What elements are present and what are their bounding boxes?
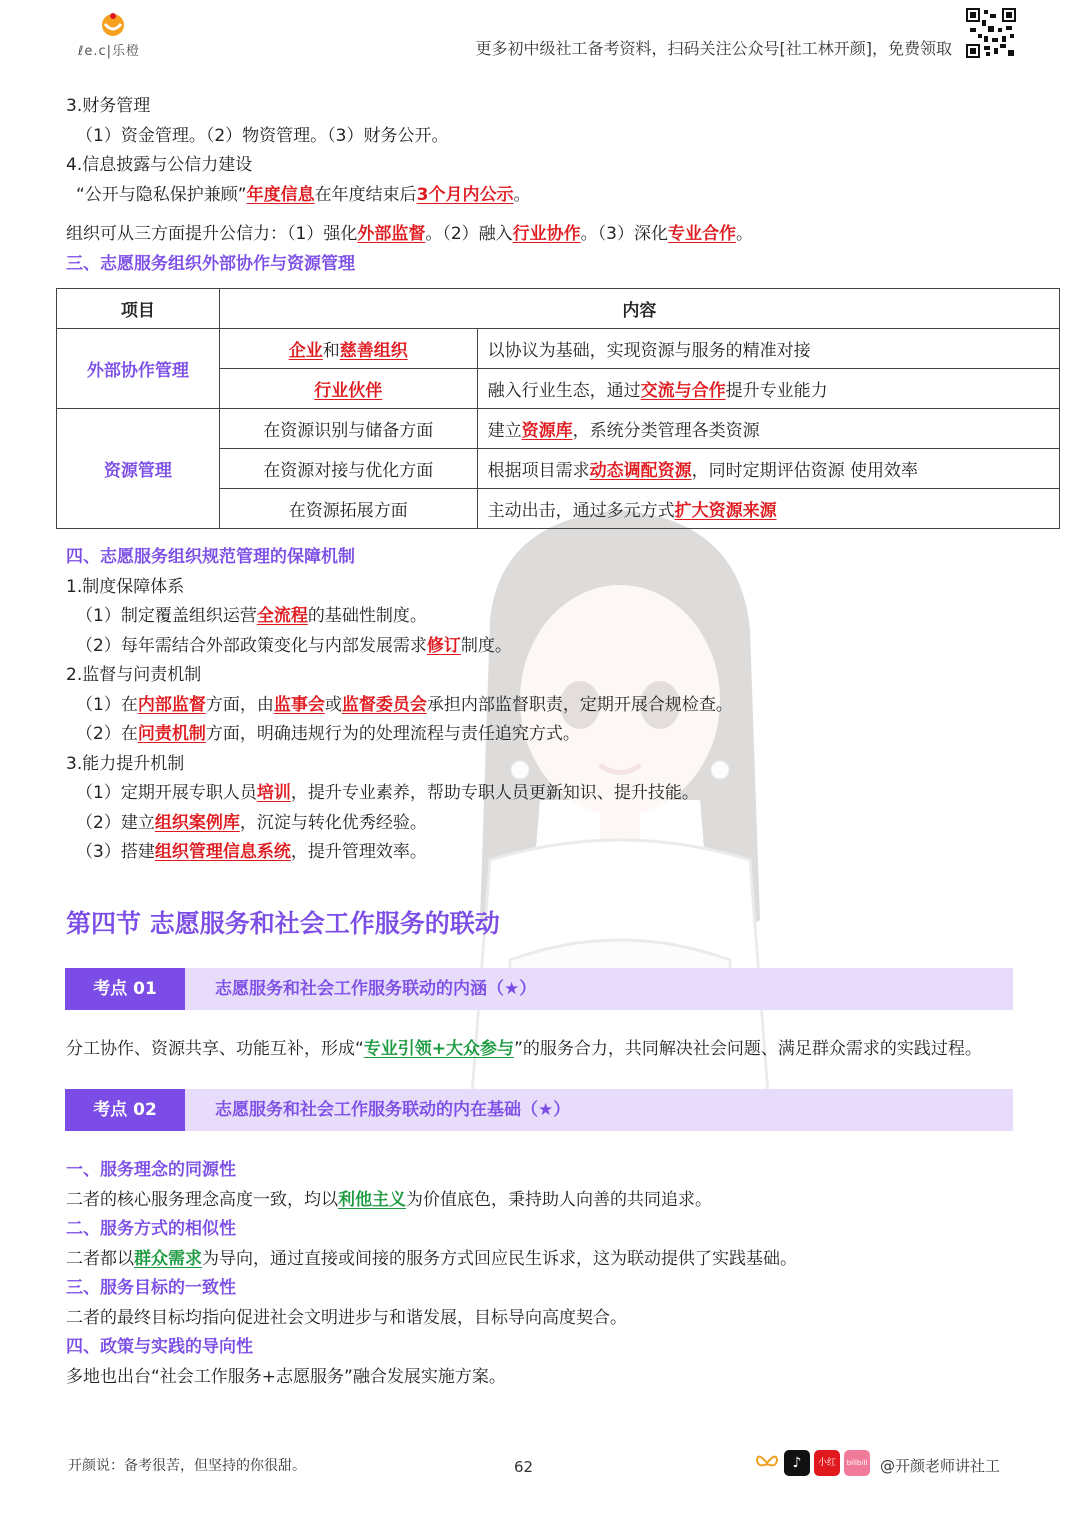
paragraph [66,1186,1026,1216]
section-heading-4: 四、志愿服务组织规范管理的保障机制 [66,547,355,567]
highlight-red: 年度信息 [246,184,315,205]
text-span: （3）搭建 [76,842,155,862]
paragraph [66,1245,1026,1275]
subheading: 1.制度保障体系 [66,576,185,597]
highlight-red: 资源库 [521,421,573,441]
text-span: 方面，明确违规行为的处理流程与责任追究方式。 [205,724,580,744]
text-span: 。（3）深化 [580,224,668,244]
text-span: 为导向，通过直接或间接的服务方式回应民生诉求，这为联动提供了实践基础。 [202,1248,797,1269]
subsection-heading: 二、服务方式的相似性 [66,1219,236,1239]
text-span: ，系统分类管理各类资源 [572,421,760,441]
text-span: （1）在 [76,694,138,715]
key-point-tag: 考点 01 [65,968,185,1010]
highlight-red: 行业协作 [512,224,581,244]
finance-items: （1）资金管理。（2）物资管理。（3）财务公开。 [76,125,449,146]
text-span: 在年度结束后 [314,184,417,205]
text-span: ，同时定期评估资源 使用效率 [691,461,918,481]
text-span: 提升专业能力 [725,381,828,401]
table-cell: 在资源识别与储备方面 [219,409,477,449]
text-span: （1）制定覆盖组织运营 [76,606,257,626]
table-header-item: 项目 [57,289,220,329]
list-item [66,720,1026,750]
highlight-green: 专业引领+大众参与 [363,1039,515,1059]
highlight-red: 慈善组织 [339,341,408,361]
butterfly-icon[interactable] [754,1450,780,1476]
text-span: （1）定期开展专职人员 [76,783,257,803]
section-heading-3: 三、志愿服务组织外部协作与资源管理 [66,253,355,274]
page-header [0,0,1080,70]
text-span: （2）建立 [76,812,155,833]
subheading: 3.能力提升机制 [66,753,185,774]
text-span: 的基础性制度。 [307,606,427,626]
highlight-green: 利他主义 [338,1189,406,1210]
text-span: （2）在 [76,724,138,744]
text-span: 为价值底色，秉持助人向善的共同追求。 [406,1189,712,1210]
text-span: 。 [513,184,531,205]
logo-icon [98,12,128,38]
text-span: 二者的核心服务理念高度一致，均以 [66,1189,338,1210]
text-span: 组织可从三方面提升公信力：（1）强化 [66,224,358,244]
highlight-red: 培训 [256,783,291,803]
footer-slogan: 开颜说：备考很苦，但坚持的你很甜。 [68,1458,306,1474]
subheading: 2.监督与问责机制 [66,665,202,685]
key-point-tag: 考点 02 [65,1089,185,1131]
text-span: 或 [324,694,342,715]
footer-handle: @开颜老师讲社工 [880,1457,1001,1475]
highlight-red: 行业伙伴 [314,381,383,401]
subsection-heading: 四、政策与实践的导向性 [66,1337,253,1357]
key-point-title: 志愿服务和社会工作服务联动的内在基础（★） [215,1100,571,1120]
list-item [66,809,1026,839]
highlight-red: 企业 [288,341,323,361]
subsection-heading: 一、服务理念的同源性 [66,1160,236,1180]
key-point-02-body [66,1156,1026,1392]
table-row [57,409,1060,449]
list-item [66,838,1026,868]
highlight-red: 组织案例库 [154,812,240,833]
table-cell: 在资源对接与优化方面 [219,449,477,489]
heading-disclosure: 4.信息披露与公信力建设 [66,155,253,175]
highlight-red: 专业合作 [667,224,736,244]
table-header-content: 内容 [219,289,1059,329]
mid-text-block [66,543,1026,868]
list-item [66,779,1026,809]
text-span: 方面，由 [205,694,274,715]
table-cell: 以协议为基础，实现资源与服务的精准对接 [477,329,1059,369]
highlight-red: 问责机制 [137,724,206,744]
text-span: 主动出击，通过多元方式 [487,501,675,521]
table-cell [477,449,1059,489]
table-header-row [57,289,1060,329]
paragraph: 二者的最终目标均指向促进社会文明进步与和谐发展，目标导向高度契合。 [66,1307,627,1328]
text-span: 分工协作、资源共享、功能互补，形成“ [66,1039,364,1059]
highlight-red: 扩大资源来源 [674,501,777,521]
list-item [66,691,1026,721]
highlight-red: 3个月内公示 [416,184,514,205]
table-group-resource: 资源管理 [57,409,220,529]
text-span: （2）每年需结合外部政策变化与内部发展需求 [76,635,427,656]
key-point-01-text [66,1035,982,1065]
highlight-green: 群众需求 [134,1248,202,1269]
text-span: ，提升管理效率。 [290,842,427,862]
key-point-title: 志愿服务和社会工作服务联动的内涵（★） [215,979,537,999]
list-item [66,632,1026,662]
text-span: 制度。 [460,635,512,656]
douyin-icon[interactable]: ♪ [784,1450,810,1476]
table-cell: 在资源拓展方面 [219,489,477,529]
highlight-red: 内部监督 [137,694,206,715]
table-group-external: 外部协作管理 [57,329,220,409]
highlight-red: 监督委员会 [341,694,427,715]
list-item [66,602,1026,632]
highlight-red: 修订 [426,635,461,656]
key-point-bar-01 [65,968,1013,1010]
text-span: 承担内部监督职责，定期开展合规检查。 [426,694,733,715]
content-table [56,288,1060,529]
top-text-block [66,92,1026,279]
header-promo-text: 更多初中级社工备考资料，扫码关注公众号[社工林开颜]，免费领取 [475,39,952,58]
text-span: ”的服务合力，共同解决社会问题、满足群众需求的实践过程。 [514,1039,982,1059]
highlight-red: 交流与合作 [640,381,726,401]
highlight-red: 动态调配资源 [589,461,692,481]
table-cell [219,369,477,409]
logo-text: ℓe.c|乐橙 [78,44,141,59]
text-span: ，提升专业素养，帮助专职人员更新知识、提升技能。 [290,783,699,803]
table-row [57,329,1060,369]
page-number: 62 [514,1458,534,1476]
subsection-heading: 三、服务目标的一致性 [66,1278,236,1298]
text-span: 和 [322,341,340,361]
brand-logo [78,12,150,58]
text-span: 。（2）融入 [425,224,513,244]
xiaohongshu-icon[interactable]: 小红书 [814,1450,840,1476]
table-cell [477,409,1059,449]
highlight-red: 全流程 [256,606,308,626]
text-span: 二者都以 [66,1248,134,1269]
text-span: ，沉淀与转化优秀经验。 [239,812,427,833]
bilibili-icon[interactable]: bilibili [844,1450,870,1476]
table-cell [477,369,1059,409]
text-span: 建立 [487,421,522,441]
qr-code-icon[interactable] [966,8,1016,58]
heading-finance: 3.财务管理 [66,96,151,116]
text-span: 融入行业生态，通过 [487,381,641,401]
disclosure-line [66,181,1026,211]
text-span: 。 [735,224,753,244]
paragraph: 多地也出台“社会工作服务+志愿服务”融合发展实施方案。 [66,1366,506,1387]
highlight-red: 监事会 [273,694,325,715]
credibility-line [66,220,1026,250]
section-title: 第四节 志愿服务和社会工作服务的联动 [66,909,500,938]
highlight-red: 组织管理信息系统 [154,842,291,862]
highlight-red: 外部监督 [357,224,426,244]
key-point-bar-02 [65,1089,1013,1131]
text-span: 根据项目需求 [487,461,590,481]
table-cell [219,329,477,369]
text-span: “公开与隐私保护兼顾” [76,184,247,205]
table-cell [477,489,1059,529]
